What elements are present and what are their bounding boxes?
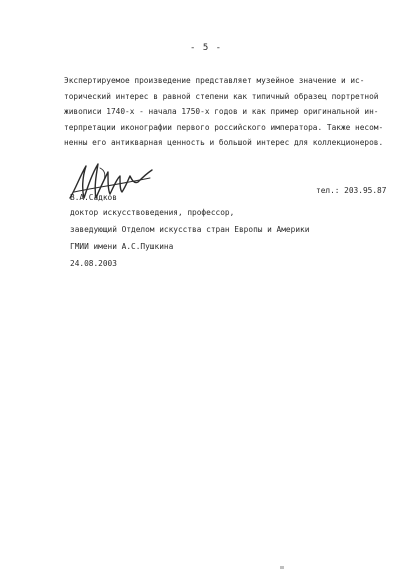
- signer-title: доктор искусствоведения, профессор,: [70, 208, 235, 217]
- signer-name: В.А.Садков: [70, 193, 117, 202]
- body-line: терпретации иконографии первого российского императора. Также несом-: [64, 122, 384, 132]
- document-date: 24.08.2003: [70, 259, 117, 268]
- body-line: Экспертируемое произведение представляет музейное значение и ис-: [64, 76, 365, 85]
- body-line: ненны его антикварная ценность и большой интерес для коллекционеров.: [64, 138, 384, 148]
- body-line: торический интерес в равной степени как типичный образец портретной: [64, 91, 379, 101]
- scan-speck: [280, 566, 284, 569]
- body-paragraph: [64, 73, 384, 151]
- signer-institution: ГМИИ имени А.С.Пушкина: [70, 242, 174, 251]
- body-line: живописи 1740-х - начала 1750-х годов и как пример оригинальной ин-: [64, 107, 379, 117]
- page-number: - 5 -: [190, 43, 223, 53]
- signer-position: заведующий Отделом искусства стран Европы и Америки: [70, 225, 310, 234]
- phone-number: тел.: 203.95.87: [316, 186, 387, 195]
